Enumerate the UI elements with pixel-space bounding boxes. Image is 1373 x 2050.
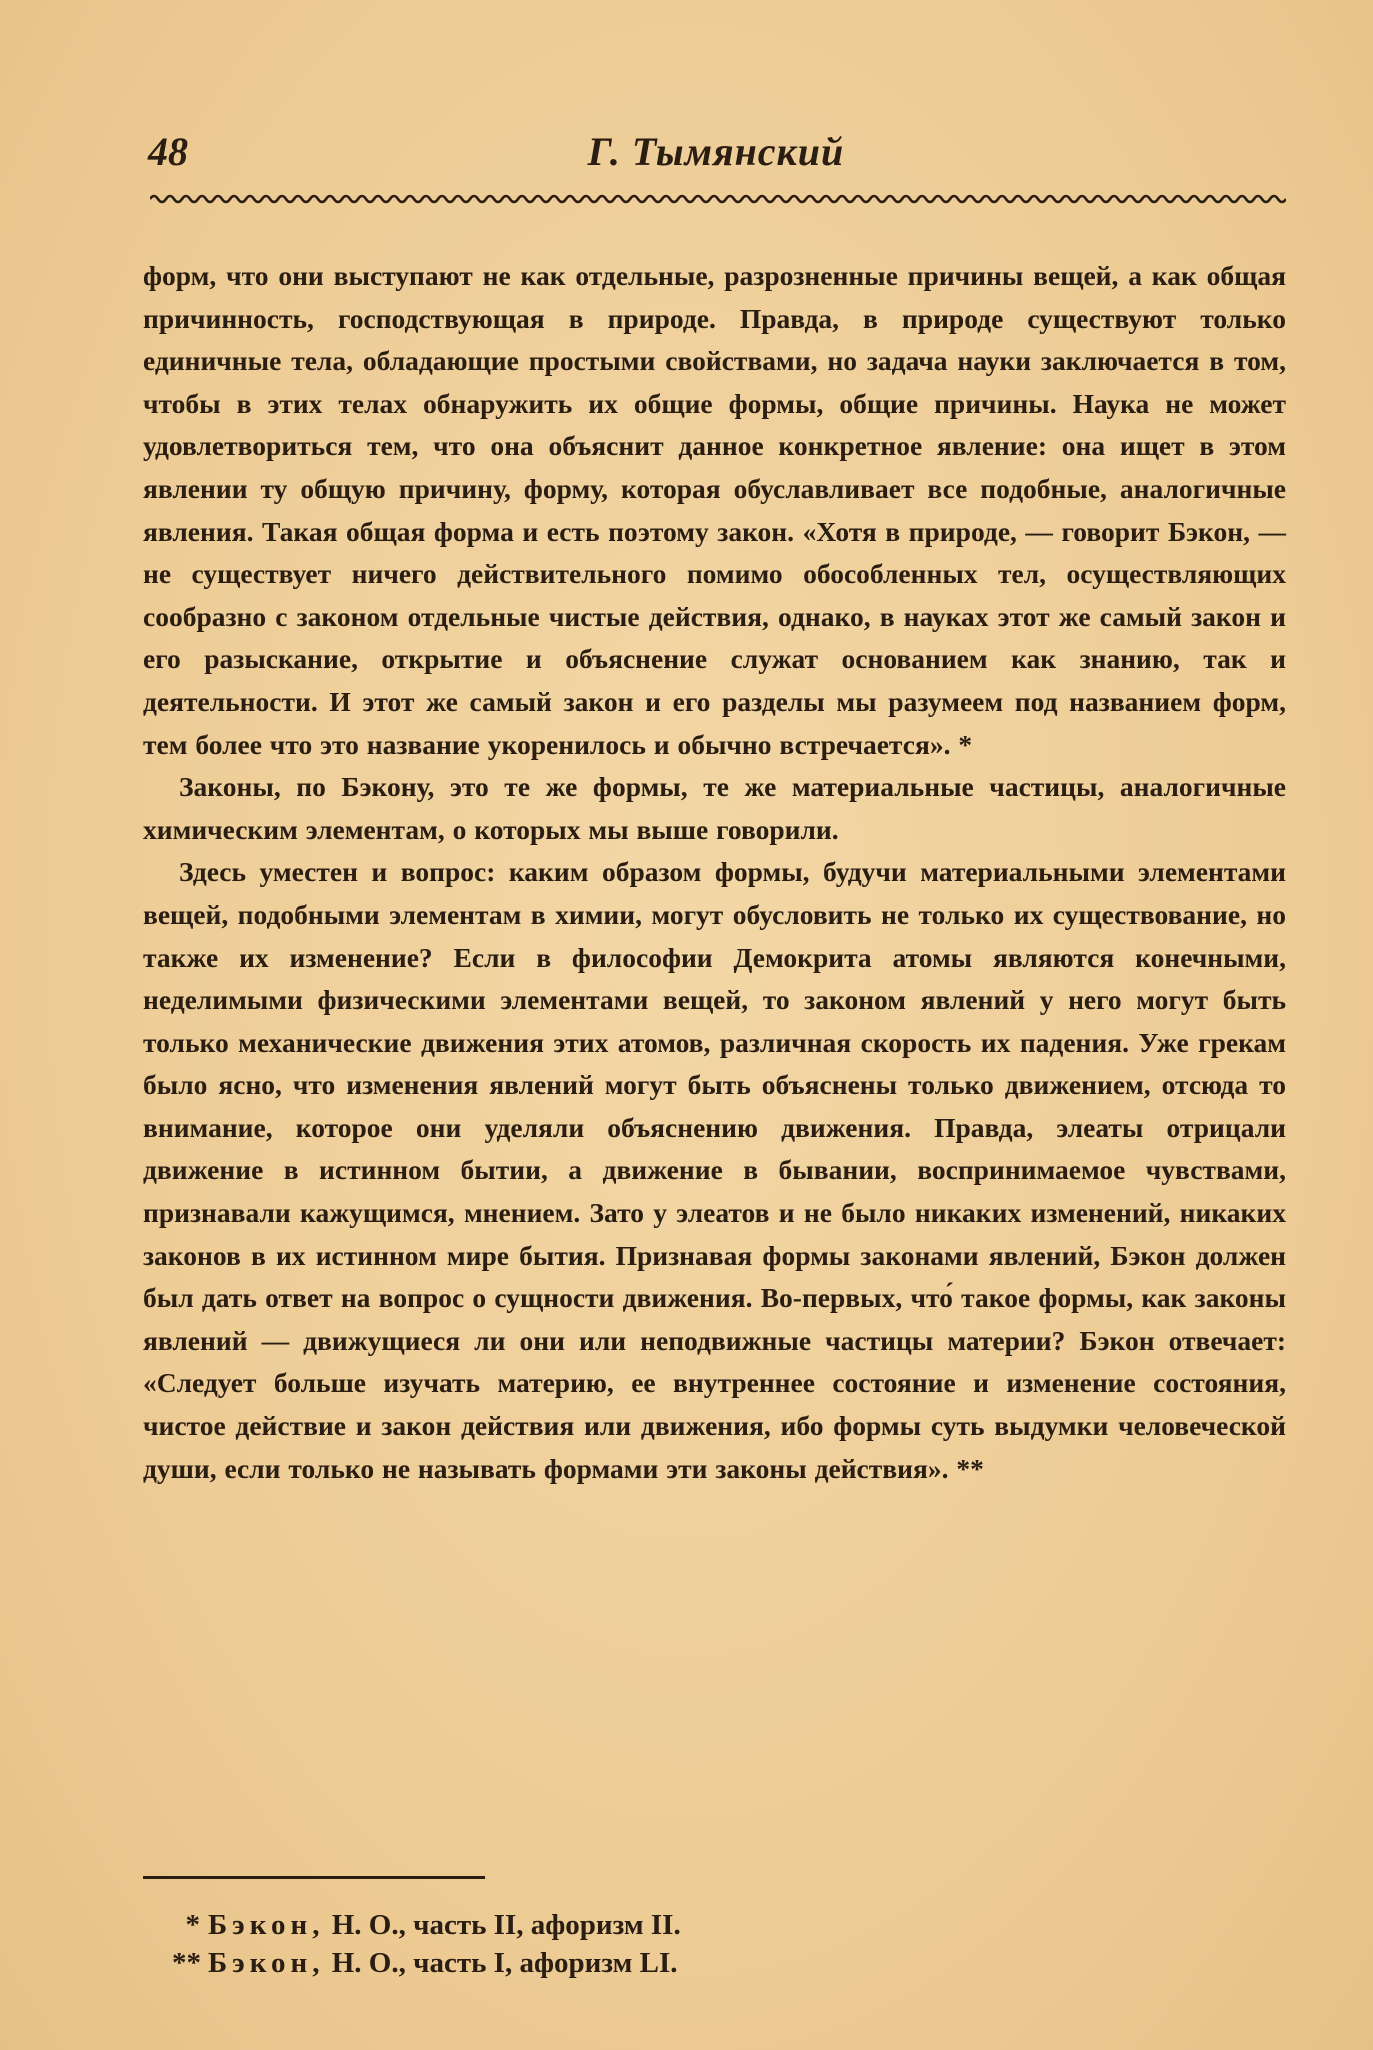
footnotes (172, 1906, 1172, 1982)
page-header (148, 128, 1284, 184)
footnote-1 (172, 1906, 1172, 1944)
body-text (143, 255, 1286, 1490)
footnote-text: Н. О., часть I, афоризм LI. (331, 1947, 678, 1979)
paragraph-1: форм, что они выступают не как отдельные, разрозненные причины вещей, а как общая причинность, господствующая в природе. Правда, в природе существуют только единичные тела, обладающие простыми свойствами, но задача науки заключается в том, чтобы в этих телах обнаружить их общие формы, общие причины. Наука не может удовлетвориться тем, что она объяснит данное конкретное явление: она ищет в этом явлении ту общую причину, форму, которая обуславливает все подобные, аналогичные явления. Такая общая форма и есть поэтому закон. «Хотя в природе, — говорит Бэкон, — не существует ничего действительного помимо обособленных тел, осуществляющих сообразно с законом отдельные чистые действия, однако, в науках этот же самый закон и его разыскание, открытие и объяснение служат основанием как знанию, так и деятельности. И этот же самый закон и его разделы мы разумеем под названием форм, тем более что это название укоренилось и обычно встречается». * (143, 260, 1286, 760)
header-wavy-rule (150, 192, 1286, 206)
footnote-2 (172, 1944, 1172, 1982)
footnote-text: Н. О., часть II, афоризм II. (331, 1909, 681, 1941)
footnote-author: Бэкон, (208, 1947, 325, 1979)
page-number: 48 (148, 129, 188, 174)
footnote-author: Бэкон, (208, 1909, 325, 1941)
paragraph-3: Здесь уместен и вопрос: каким образом формы, будучи материальными элементами вещей, подобными элементам в химии, могут обусловить не только их существование, но также их изменение? Если в философии Демокрита атомы являются конечными, неделимыми физическими элементами вещей, то законом явлений у него могут быть только механические движения этих атомов, различная скорость их падения. Уже грекам было ясно, что изменения явлений могут быть объяснены только движением, отсюда то внимание, которое они уделяли объяснению движения. Правда, элеаты отрицали движение в истинном бытии, а движение в бывании, воспринимаемое чувствами, признавали кажущимся, мнением. Зато у элеатов и не было никаких изменений, никаких законов в их истинном мире бытия. Признавая формы законами явлений, Бэкон должен был дать ответ на вопрос о сущности движения. Во-первых, что́ такое формы, как законы явлений — движущиеся ли они или неподвижные частицы материи? Бэкон отвечает: «Следует больше изучать материю, ее внутреннее состояние и изменение состояния, чистое действие и закон действия или движения, ибо формы суть выдумки человеческой души, если только не называть формами эти законы действия». ** (143, 856, 1286, 1484)
running-head: Г. Тымянский (587, 129, 845, 174)
footnote-mark: ** (172, 1947, 201, 1979)
paragraph-2: Законы, по Бэкону, это те же формы, те же материальные частицы, аналогичные химическим элементам, о которых мы выше говорили. (143, 771, 1286, 845)
footnote-divider (143, 1876, 485, 1879)
footnote-mark: * (185, 1909, 200, 1941)
